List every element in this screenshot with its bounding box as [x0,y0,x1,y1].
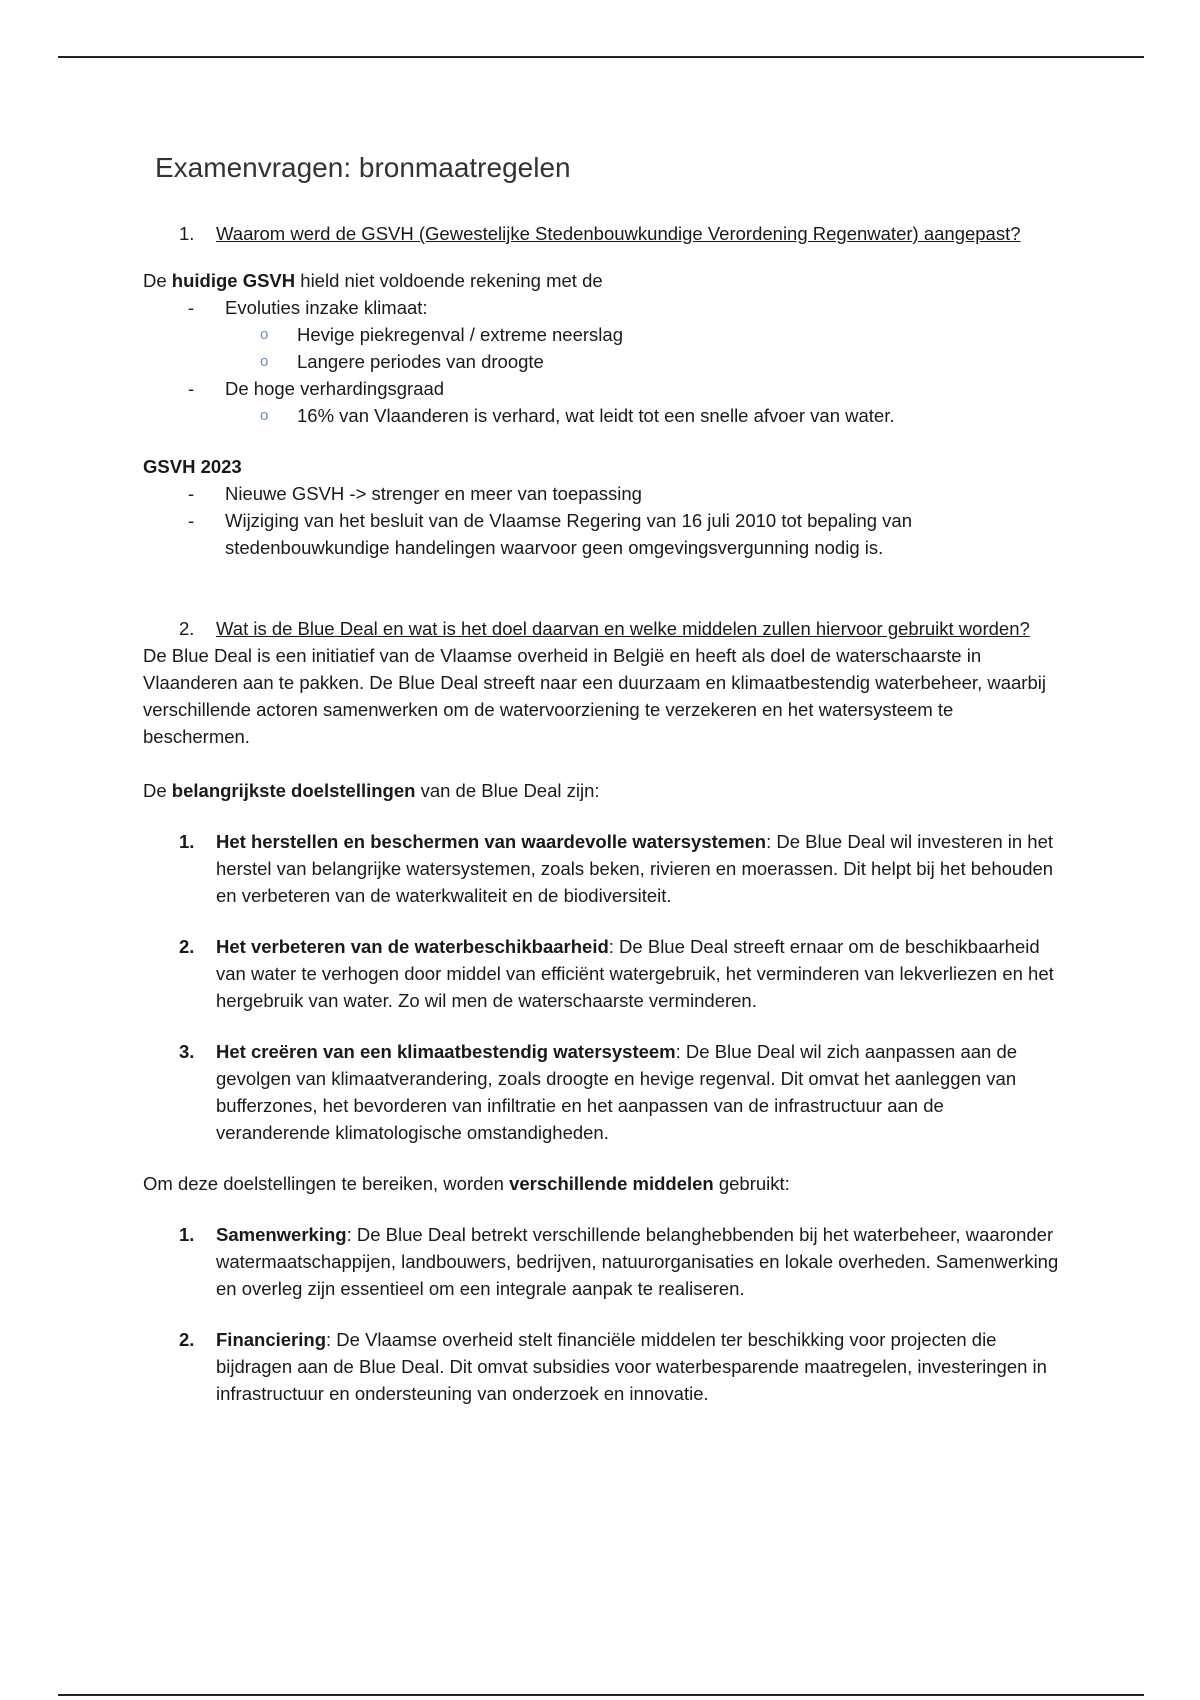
sub-list-item: o Hevige piekregenval / extreme neerslag [260,321,1063,348]
means-item: 1. Samenwerking: De Blue Deal betrekt verschillende belanghebbenden bij het waterbeheer, waaronder watermaatschappijen, landbouwers, bedrijven, natuurorganisaties en lokale overheden. Samenwerking en overleg zijn essentieel om een integrale aanpak te realiseren. [179,1224,1059,1299]
question-text: Waarom werd de GSVH (Gewestelijke Stedenbouwkundige Verordening Regenwater) aangepast? [216,223,1021,244]
question-number: 1. [179,223,195,244]
bluedeal-paragraph: De Blue Deal is een initiatief van de Vlaamse overheid in België en heeft als doel de waterschaarste in Vlaanderen aan te pakken. De Blue Deal streeft naar een duurzaam en klimaatbestendig waterbeheer, waarbij verschillende actoren samenwerken om de watervoorziening te verzekeren en het watersysteem te beschermen. [143,645,1046,747]
circle-bullet-icon: o [260,353,269,370]
question-text: Wat is de Blue Deal en wat is het doel daarvan en welke middelen zullen hiervoor gebruikt worden? [216,618,1030,639]
top-rule [58,56,1144,58]
circle-bullet-icon: o [260,407,269,424]
goal-item: 3. Het creëren van een klimaatbestendig watersysteem: De Blue Deal wil zich aanpassen aan de gevolgen van klimaatverandering, zoals droogte en hevige regenval. Dit omvat het aanleggen van bufferzones, het bevorderen van infiltratie en het aanpassen van de infrastructuur aan de veranderende klimatologische omstandigheden. [179,1041,1018,1143]
bottom-rule [58,1694,1144,1696]
goal-item: 2. Het verbeteren van de waterbeschikbaarheid: De Blue Deal streeft ernaar om de beschikbaarheid van water te verhogen door middel van efficiënt watergebruik, het verminderen van lekverliezen en het hergebruik van water. Zo wil men de waterschaarste verminderen. [179,936,1054,1011]
question-2 [179,615,1063,642]
section-heading: GSVH 2023 [143,456,242,477]
question-1 [179,220,1063,247]
sub-list-item: o Langere periodes van droogte [260,348,1063,375]
list-item: - Wijziging van het besluit van de Vlaamse Regering van 16 juli 2010 tot bepaling van stedenbouwkundige handelingen waarvoor geen omgevingsvergunning nodig is. [188,510,912,558]
means-intro: Om deze doelstellingen te bereiken, worden verschillende middelen gebruikt: [143,1173,790,1194]
circle-bullet-icon: o [260,326,269,343]
page-title: Examenvragen: bronmaatregelen [155,152,571,183]
list-item: - Nieuwe GSVH -> strenger en meer van toepassing [188,483,642,504]
goals-intro: De belangrijkste doelstellingen van de Blue Deal zijn: [143,780,600,801]
question-number: 2. [179,618,195,639]
goal-item: 1. Het herstellen en beschermen van waardevolle watersystemen: De Blue Deal wil investeren in het herstel van belangrijke watersystemen, zoals beken, rivieren en moerassen. Dit helpt bij het behouden en verbeteren van de waterkwaliteit en de biodiversiteit. [179,831,1054,906]
sub-list-item: o 16% van Vlaanderen is verhard, wat leidt tot een snelle afvoer van water. [260,402,1063,429]
list-item: - Evoluties inzake klimaat: [188,297,428,318]
document-page [143,150,1063,1407]
list-item: - De hoge verhardingsgraad [188,378,445,399]
means-item: 2. Financiering: De Vlaamse overheid stelt financiële middelen ter beschikking voor projecten die bijdragen aan de Blue Deal. Dit omvat subsidies voor waterbesparende maatregelen, investeringen in infrastructuur en ondersteuning van onderzoek en innovatie. [179,1329,1047,1404]
intro-paragraph: De huidige GSVH hield niet voldoende rekening met de [143,270,603,291]
